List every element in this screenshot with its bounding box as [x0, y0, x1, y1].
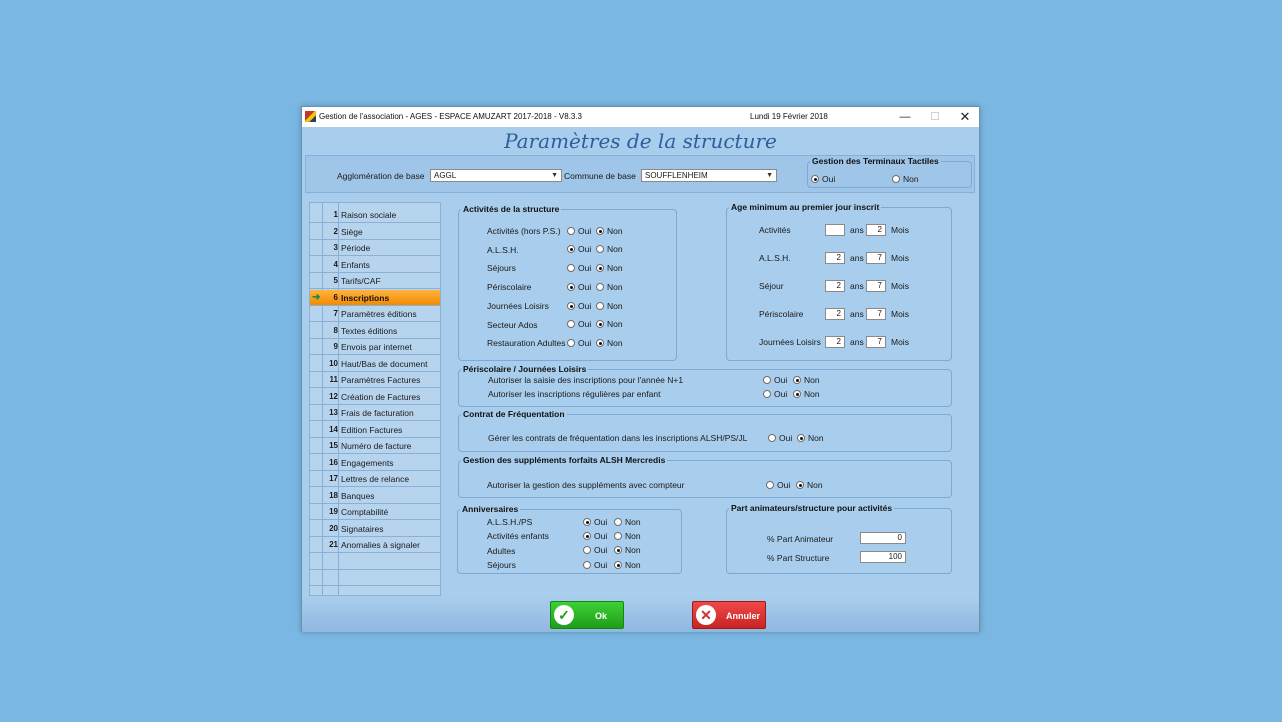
sidebar-item-18[interactable]: [310, 488, 440, 504]
part-legend: Part animateurs/structure pour activités: [731, 503, 893, 513]
sidebar-item-11[interactable]: [310, 372, 440, 388]
sidebar-item-label: Tarifs/CAF: [341, 276, 381, 286]
arrow-right-icon: ➜: [312, 291, 321, 303]
sidebar-item-number: 8: [333, 325, 338, 335]
sidebar-item-13[interactable]: [310, 405, 440, 421]
activite-oui[interactable]: Oui: [567, 337, 591, 348]
radio-icon[interactable]: [793, 390, 801, 398]
radio-icon[interactable]: [596, 227, 604, 235]
terminaux-oui[interactable]: Oui: [811, 173, 835, 184]
sidebar-empty-row: [310, 570, 440, 586]
minimize-icon[interactable]: —: [899, 111, 911, 123]
activites-group: [458, 204, 677, 361]
sidebar-item-3[interactable]: [310, 240, 440, 256]
activite-label: Activités (hors P.S.): [487, 226, 561, 236]
cancel-icon: ✕: [696, 605, 716, 625]
sidebar-item-label: Raison sociale: [341, 210, 397, 220]
activite-non[interactable]: Non: [596, 337, 623, 348]
sidebar-item-number: 11: [329, 375, 338, 384]
radio-icon[interactable]: [766, 481, 774, 489]
chevron-down-icon: ▼: [766, 172, 773, 179]
age-row-label: Journées Loisirs: [759, 337, 821, 347]
age-ans-label: ans: [850, 337, 864, 347]
part-animateur-label: % Part Animateur: [767, 534, 834, 544]
age-mois-label: Mois: [891, 337, 909, 347]
agglo-value: AGGL: [434, 171, 457, 180]
part-animateur-input[interactable]: 0: [860, 532, 906, 544]
annuler-button[interactable]: [692, 601, 766, 629]
sidebar-item-4[interactable]: [310, 257, 440, 273]
activite-oui[interactable]: Oui: [567, 244, 591, 255]
radio-icon[interactable]: [614, 518, 622, 526]
sidebar-item-7[interactable]: [310, 306, 440, 322]
periscolaire-oui[interactable]: Oui: [763, 388, 787, 399]
radio-icon[interactable]: [596, 339, 604, 347]
sidebar-item-label: Edition Factures: [341, 424, 403, 435]
app-icon: [305, 111, 316, 122]
radio-icon[interactable]: [567, 245, 575, 253]
activite-non[interactable]: Non: [596, 319, 623, 330]
ok-button[interactable]: [550, 601, 624, 629]
sidebar-item-label: Lettres de relance: [341, 474, 410, 484]
age-mois-input[interactable]: 7: [866, 336, 886, 348]
sidebar-item-number: 1: [333, 210, 338, 219]
activite-non[interactable]: Non: [596, 225, 623, 236]
sidebar-item-15[interactable]: [310, 438, 440, 454]
contrat-group: [458, 409, 952, 452]
age-mois-input[interactable]: 7: [866, 308, 886, 320]
radio-icon[interactable]: [567, 320, 575, 328]
radio-icon[interactable]: [567, 302, 575, 310]
activite-oui[interactable]: Oui: [567, 281, 591, 292]
sidebar-item-number: 17: [329, 474, 338, 483]
age-mois-label: Mois: [891, 253, 909, 263]
sidebar-item-number: 15: [329, 441, 338, 450]
age-ans-input[interactable]: 2: [825, 252, 845, 264]
periscolaire-oui[interactable]: Oui: [763, 374, 787, 385]
activite-oui[interactable]: Oui: [567, 319, 591, 330]
sidebar-item-label: Siège: [341, 226, 363, 237]
age-row-label: Périscolaire: [759, 309, 804, 319]
sidebar-item-label: Frais de facturation: [341, 408, 414, 418]
radio-icon[interactable]: [892, 175, 900, 183]
check-icon: ✓: [554, 605, 574, 625]
sidebar-item-12[interactable]: [310, 389, 440, 405]
sidebar-item-number: 19: [329, 507, 338, 516]
commune-label: Commune de base: [564, 171, 636, 181]
activite-label: Séjours: [487, 263, 516, 274]
content-panel: [445, 199, 977, 596]
activite-oui[interactable]: Oui: [567, 225, 591, 236]
age-ans-input[interactable]: 2: [825, 280, 845, 292]
sidebar-item-label: Enfants: [341, 259, 370, 270]
sidebar-item-label: Numéro de facture: [341, 441, 412, 451]
sidebar-item-label: Engagements: [341, 457, 394, 468]
age-mois-input[interactable]: 2: [866, 224, 886, 236]
sidebar-item-number: 14: [329, 424, 338, 434]
anniversaire-non[interactable]: Non: [614, 516, 641, 527]
supplements-group: [458, 455, 952, 498]
sidebar-item-label: Banques: [341, 490, 375, 501]
anniversaire-row-label: Séjours: [487, 559, 516, 570]
age-mois-input[interactable]: 7: [866, 252, 886, 264]
age-ans-label: ans: [850, 309, 864, 319]
chevron-down-icon: ▼: [551, 172, 558, 179]
sidebar-item-number: 9: [333, 342, 338, 351]
sidebar-item-number: 12: [329, 391, 338, 401]
parametres-window: [301, 106, 980, 632]
activite-non[interactable]: Non: [596, 262, 623, 273]
part-structure-label: % Part Structure: [767, 553, 830, 563]
radio-icon[interactable]: [763, 390, 771, 398]
sidebar-item-number: 18: [329, 490, 338, 500]
anniversaire-non[interactable]: Non: [614, 530, 641, 541]
periscolaire-group: [458, 364, 952, 407]
sidebar-item-number: 3: [333, 243, 338, 252]
age-min-group: [726, 202, 952, 361]
sidebar-item-14[interactable]: [310, 422, 440, 438]
terminaux-group: [807, 156, 972, 188]
age-ans-input[interactable]: 2: [825, 308, 845, 320]
sidebar-item-number: 20: [329, 523, 338, 533]
radio-icon[interactable]: [768, 434, 776, 442]
anniversaire-non[interactable]: Non: [614, 559, 641, 570]
activites-legend: Activités de la structure: [463, 204, 560, 214]
sidebar-item-label: Inscriptions: [341, 292, 390, 303]
periscolaire-non[interactable]: Non: [793, 374, 820, 385]
title-bar: [302, 107, 979, 127]
ok-label: Ok: [594, 611, 607, 621]
sidebar-item-label: Création de Factures: [341, 391, 421, 402]
sidebar-item-6[interactable]: [310, 290, 440, 306]
sidebar-item-label: Période: [341, 243, 371, 253]
supplements-oui[interactable]: Oui: [766, 479, 790, 490]
age-row-label: Activités: [759, 225, 791, 235]
sidebar-item-2[interactable]: [310, 224, 440, 240]
activite-label: A.L.S.H.: [487, 244, 519, 255]
anniversaire-row-label: A.L.S.H./PS: [487, 517, 533, 527]
sidebar-item-number: 6: [333, 292, 338, 302]
sidebar-item-8[interactable]: [310, 323, 440, 339]
sidebar-item-number: 16: [329, 457, 338, 467]
sidebar-item-9[interactable]: [310, 339, 440, 355]
activite-label: Secteur Ados: [487, 319, 538, 330]
age-min-legend: Age minimum au premier jour inscrit: [731, 202, 880, 212]
age-mois-label: Mois: [891, 225, 909, 235]
radio-icon[interactable]: [583, 532, 591, 540]
age-ans-input[interactable]: 2: [825, 336, 845, 348]
radio-icon[interactable]: [583, 561, 591, 569]
sidebar-item-label: Paramètres Factures: [341, 375, 421, 385]
sidebar-item-17[interactable]: [310, 471, 440, 487]
sidebar-item-number: 2: [333, 226, 338, 236]
activite-non[interactable]: Non: [596, 244, 623, 255]
sidebar-item-20[interactable]: [310, 521, 440, 537]
sidebar: [309, 202, 441, 596]
sidebar-item-number: 21: [329, 540, 338, 549]
supplements-non[interactable]: Non: [796, 479, 823, 490]
sidebar-item-label: Envois par internet: [341, 342, 412, 352]
radio-icon[interactable]: [567, 339, 575, 347]
radio-icon[interactable]: [763, 376, 771, 384]
periscolaire-row-label: Autoriser la saisie des inscriptions pour l'année N+1: [488, 375, 684, 385]
sidebar-item-21[interactable]: [310, 537, 440, 553]
radio-icon[interactable]: [596, 302, 604, 310]
radio-icon[interactable]: [811, 175, 819, 183]
sidebar-item-label: Haut/Bas de document: [341, 358, 428, 369]
commune-value: SOUFFLENHEIM: [645, 171, 708, 180]
periscolaire-non[interactable]: Non: [793, 388, 820, 399]
radio-icon[interactable]: [793, 376, 801, 384]
age-mois-label: Mois: [891, 309, 909, 319]
sidebar-item-number: 4: [333, 259, 338, 269]
sidebar-empty-row: [310, 554, 440, 570]
sidebar-item-19[interactable]: [310, 504, 440, 520]
anniversaire-oui[interactable]: Oui: [583, 530, 607, 541]
sidebar-item-label: Signataires: [341, 523, 384, 534]
supplements-label: Autoriser la gestion des suppléments avec compteur: [487, 480, 685, 490]
age-mois-input[interactable]: 7: [866, 280, 886, 292]
activite-label: Périscolaire: [487, 282, 532, 293]
age-ans-label: ans: [850, 225, 864, 235]
terminaux-legend: Gestion des Terminaux Tactiles: [812, 156, 939, 166]
age-row-label: Séjour: [759, 281, 784, 291]
anniversaire-row-label: Adultes: [487, 545, 516, 556]
window-title: Gestion de l'association - AGES - ESPACE AMUZART 2017-2018 - V8.3.3: [319, 112, 582, 121]
close-icon[interactable]: ✕: [959, 109, 971, 124]
radio-icon[interactable]: [567, 283, 575, 291]
radio-icon[interactable]: [614, 546, 622, 554]
age-row-label: A.L.S.H.: [759, 253, 791, 263]
sidebar-item-number: 10: [329, 358, 338, 368]
sidebar-item-10[interactable]: [310, 356, 440, 372]
sidebar-item-16[interactable]: [310, 455, 440, 471]
sidebar-item-1[interactable]: [310, 207, 440, 223]
radio-icon[interactable]: [596, 245, 604, 253]
sidebar-item-number: 13: [329, 408, 338, 417]
sidebar-item-number: 7: [333, 309, 338, 318]
sidebar-item-label: Comptabilité: [341, 507, 389, 517]
annuler-label: Annuler: [725, 611, 760, 621]
sidebar-item-label: Paramètres éditions: [341, 309, 417, 319]
activite-label: Restauration Adultes: [487, 338, 566, 349]
anniversaires-group: [457, 504, 682, 574]
activite-label: Journées Loisirs: [487, 300, 549, 311]
contrat-oui[interactable]: Oui: [768, 432, 792, 443]
anniversaire-oui[interactable]: Oui: [583, 559, 607, 570]
commune-select[interactable]: [641, 169, 777, 182]
contrat-label: Gérer les contrats de fréquentation dans les inscriptions ALSH/PS/JL: [488, 433, 748, 443]
anniversaire-non[interactable]: Non: [614, 545, 641, 556]
maximize-icon[interactable]: ☐: [930, 111, 940, 123]
radio-icon[interactable]: [596, 320, 604, 328]
radio-icon[interactable]: [797, 434, 805, 442]
part-group: [726, 503, 952, 574]
periscolaire-row-label: Autoriser les inscriptions régulières par enfant: [488, 389, 661, 399]
anniversaire-oui[interactable]: Oui: [583, 545, 607, 556]
anniversaire-oui[interactable]: Oui: [583, 516, 607, 527]
radio-icon[interactable]: [583, 518, 591, 526]
supplements-legend: Gestion des suppléments forfaits ALSH Mercredis: [463, 455, 666, 465]
radio-icon[interactable]: [583, 546, 591, 554]
anniversaire-row-label: Activités enfants: [487, 531, 549, 542]
radio-icon[interactable]: [614, 561, 622, 569]
contrat-non[interactable]: Non: [797, 432, 824, 443]
page-title: Paramètres de la structure: [504, 129, 777, 153]
window-date: Lundi 19 Février 2018: [750, 112, 828, 121]
anniversaires-legend: Anniversaires: [462, 504, 519, 514]
activite-non[interactable]: Non: [596, 281, 623, 292]
sidebar-item-number: 5: [333, 276, 338, 285]
contrat-legend: Contrat de Fréquentation: [463, 409, 565, 419]
radio-icon[interactable]: [596, 264, 604, 272]
activite-oui[interactable]: Oui: [567, 300, 591, 311]
radio-icon[interactable]: [614, 532, 622, 540]
age-ans-input[interactable]: [825, 224, 845, 236]
agglo-select[interactable]: [430, 169, 562, 182]
radio-icon[interactable]: [567, 264, 575, 272]
periscolaire-legend: Périscolaire / Journées Loisirs: [463, 364, 587, 374]
sidebar-item-label: Anomalies à signaler: [341, 540, 420, 550]
activite-oui[interactable]: Oui: [567, 262, 591, 273]
terminaux-non[interactable]: Non: [892, 173, 919, 184]
agglo-label: Agglomération de base: [337, 171, 425, 181]
part-structure-input[interactable]: 100: [860, 551, 906, 563]
radio-icon[interactable]: [796, 481, 804, 489]
sidebar-item-label: Textes éditions: [341, 325, 398, 336]
radio-icon[interactable]: [596, 283, 604, 291]
age-ans-label: ans: [850, 281, 864, 291]
activite-non[interactable]: Non: [596, 300, 623, 311]
age-ans-label: ans: [850, 253, 864, 263]
age-mois-label: Mois: [891, 281, 909, 291]
bottom-bar: [302, 597, 979, 632]
radio-icon[interactable]: [567, 227, 575, 235]
top-panel: [305, 155, 975, 193]
sidebar-item-5[interactable]: [310, 273, 440, 289]
